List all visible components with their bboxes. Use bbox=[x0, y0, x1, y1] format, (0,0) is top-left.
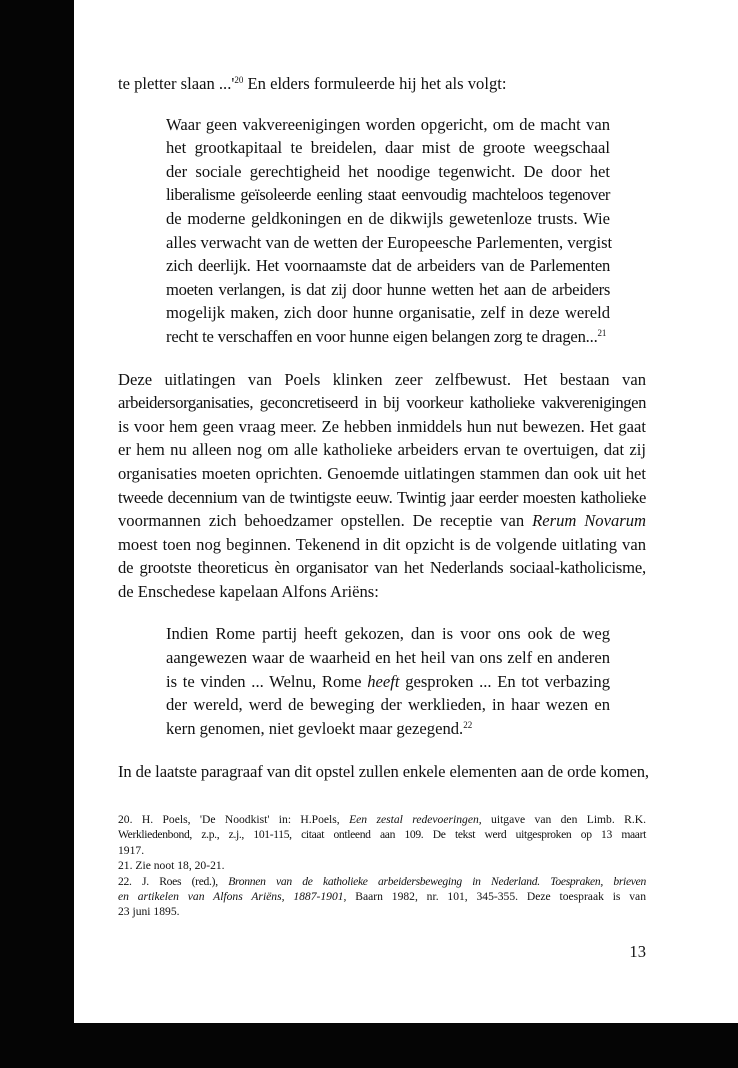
quote1-line: Waar geen vakvereenigingen worden opgericht, om de macht van bbox=[166, 114, 610, 134]
quote2-line: aangewezen waar de waarheid en het heil van ons zelf en anderen bbox=[166, 648, 610, 668]
footnote-20-line3: 1917. bbox=[118, 843, 145, 857]
paragraph1-line: de Enschedese kapelaan Alfons Ariëns: bbox=[118, 581, 379, 601]
paragraph1-line: de grootste theoreticus èn organisator van het Nederlands sociaal-katholicisme, bbox=[118, 558, 646, 578]
scan-border-left bbox=[0, 0, 74, 1068]
footnote-text: Baarn 1982, nr. 101, 345-355. Deze toespraak is van bbox=[355, 890, 646, 904]
quote1-line: het grootkapitaal te breidelen, daar mist de groote weegschaal bbox=[166, 138, 610, 158]
footnote-italic: Een zestal redevoeringen, bbox=[349, 813, 482, 827]
block-quote-ariens bbox=[166, 622, 610, 740]
paragraph1-line: moest toen nog beginnen. Tekenend in dit opzicht is de volgende uitlating van bbox=[118, 534, 646, 554]
quote2-line-with-italic bbox=[166, 670, 610, 694]
closing-line bbox=[118, 760, 649, 784]
quote1-line: zich deerlijk. Het voornaamste dat de arbeiders van de Parlementen bbox=[166, 256, 610, 276]
footnote-italic: Bronnen van de katholieke arbeidersbeweging in Nederland. Toespraken, brieven bbox=[228, 874, 646, 888]
footnote-ref-22: 22 bbox=[463, 719, 473, 730]
footnote-text: 22. J. Roes (red.), bbox=[118, 874, 218, 888]
page-number: 13 bbox=[629, 942, 646, 961]
footnote-21: 21. Zie noot 18, 20-21. bbox=[118, 859, 225, 873]
quote1-line: de moderne geldkoningen en de dikwijls gewetenloze trusts. Wie bbox=[166, 208, 610, 228]
block-quote-poels bbox=[166, 113, 613, 349]
scan-border-bottom bbox=[0, 1023, 738, 1068]
paragraph1-line: arbeidersorganisaties, geconcretiseerd in bij voorkeur katholieke vakverenigingen bbox=[118, 393, 646, 413]
intro-text-after: En elders formuleerde hij het als volgt: bbox=[243, 74, 507, 93]
italic-title-rerum-novarum: Rerum Novarum bbox=[532, 511, 646, 531]
footnote-text: 20. H. Poels, 'De Noodkist' in: H.Poels, bbox=[118, 813, 340, 827]
footnote-ref-21: 21 bbox=[597, 327, 607, 338]
footnote-20-line2: Werkliedenbond, z.p., z.j., 101-115, citaat ontleend aan 109. De tekst werd uitgesproken op 13 maart bbox=[118, 828, 646, 842]
quote2-text: gesproken ... En tot verbazing bbox=[405, 671, 610, 691]
footnote-22 bbox=[118, 874, 646, 889]
quote1-last-line bbox=[166, 325, 610, 349]
footnotes bbox=[118, 812, 646, 920]
paragraph1-line: organisaties moeten oprichten. Genoemde uitlatingen stammen dan ook uit het bbox=[118, 463, 646, 483]
footnote-22-line2 bbox=[118, 889, 646, 904]
quote1-line: alles verwacht van de wetten der Europeesche Parlementen, vergist bbox=[166, 232, 613, 252]
quote1-line: liberalisme geïsoleerde eenling staat eenvoudig machteloos tegenover bbox=[166, 185, 610, 205]
closing-text: In de laatste paragraaf van dit opstel zullen enkele elementen aan de orde komen, bbox=[118, 762, 649, 782]
paragraph1-line: er hem nu alleen nog om alle katholieke arbeiders ervan te overtuigen, dat zij bbox=[118, 440, 646, 460]
intro-line bbox=[118, 72, 646, 96]
italic-word-heeft: heeft bbox=[367, 671, 400, 691]
paragraph1-line: Deze uitlatingen van Poels klinken zeer zelfbewust. Het bestaan van bbox=[118, 369, 646, 389]
footnote-22-line3: 23 juni 1895. bbox=[118, 905, 180, 919]
paragraph1-line: is voor hem geen vraag meer. Ze hebben inmiddels hun nut bewezen. Het gaat bbox=[118, 416, 646, 436]
paragraph1-line-with-title bbox=[118, 509, 646, 533]
quote1-line: moeten verlangen, is dat zij door hunne wetten het aan de arbeiders bbox=[166, 279, 610, 299]
quote1-line: der sociale gerechtigheid het noodige tegenwicht. De door het bbox=[166, 161, 610, 181]
quote2-line: Indien Rome partij heeft gekozen, dan is voor ons ook de weg bbox=[166, 624, 610, 644]
footnote-20 bbox=[118, 812, 646, 827]
footnote-text: uitgave van den Limb. R.K. bbox=[491, 813, 647, 827]
quote2-text: kern genomen, niet gevloekt maar gezegend. bbox=[166, 718, 464, 738]
intro-text: te pletter slaan ...' bbox=[118, 74, 235, 93]
quote1-line: recht te verschaffen en voor hunne eigen belangen zorg te dragen... bbox=[166, 326, 598, 346]
quote2-last-line bbox=[166, 717, 610, 741]
paragraph-poels bbox=[118, 368, 646, 604]
paragraph1-line: tweede decennium van de twintigste eeuw. Twintig jaar eerder moesten katholieke bbox=[118, 487, 646, 507]
footnote-ref-20: 20 bbox=[234, 75, 244, 85]
quote1-line: mogelijk maken, zich door hunne organisatie, zelf in deze wereld bbox=[166, 303, 610, 323]
footnote-italic: en artikelen van Alfons Ariëns, 1887-1901, bbox=[118, 890, 347, 904]
paragraph1-text: voormannen zich behoedzamer opstellen. De receptie van bbox=[118, 511, 525, 531]
page-content bbox=[118, 72, 649, 920]
quote2-line: der wereld, werd de beweging der werklieden, in haar wezen en bbox=[166, 695, 610, 715]
quote2-text: is te vinden ... Welnu, Rome bbox=[166, 671, 362, 691]
